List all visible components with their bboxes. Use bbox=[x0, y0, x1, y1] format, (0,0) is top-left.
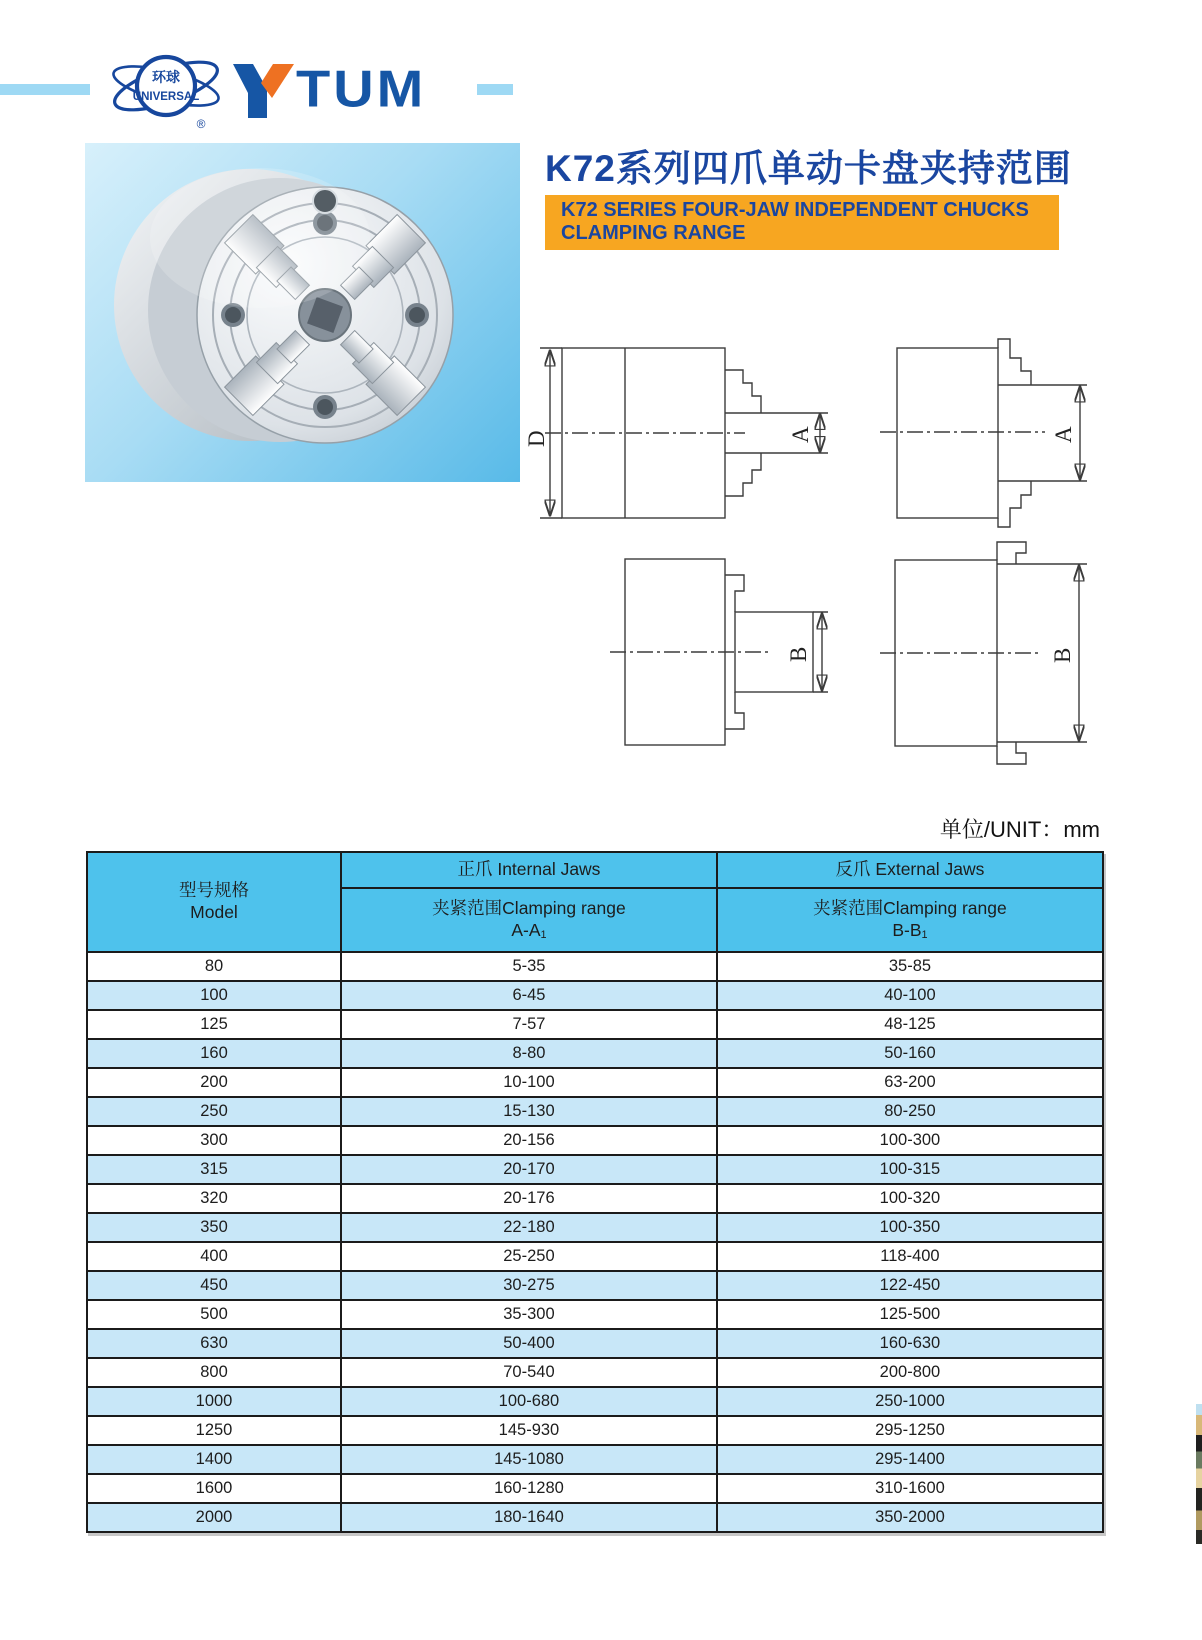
table-row bbox=[87, 1358, 1103, 1387]
cell-internal: 160-1280 bbox=[341, 1474, 717, 1503]
cell-internal: 20-170 bbox=[341, 1155, 717, 1184]
cell-external: 250-1000 bbox=[717, 1387, 1103, 1416]
registered-mark: ® bbox=[196, 117, 206, 131]
cell-model: 1400 bbox=[87, 1445, 341, 1474]
cell-model: 630 bbox=[87, 1329, 341, 1358]
spec-table bbox=[86, 851, 1104, 1533]
cell-model: 80 bbox=[87, 952, 341, 981]
model-column-header bbox=[87, 852, 341, 952]
table-row bbox=[87, 952, 1103, 981]
cell-internal: 35-300 bbox=[341, 1300, 717, 1329]
table-row bbox=[87, 1242, 1103, 1271]
range-a-label: A-A bbox=[511, 919, 541, 940]
cell-model: 160 bbox=[87, 1039, 341, 1068]
cell-external: 295-1250 bbox=[717, 1416, 1103, 1445]
cell-internal: 30-275 bbox=[341, 1271, 717, 1300]
table-row bbox=[87, 1126, 1103, 1155]
cell-external: 122-450 bbox=[717, 1271, 1103, 1300]
cell-external: 63-200 bbox=[717, 1068, 1103, 1097]
cell-internal: 180-1640 bbox=[341, 1503, 717, 1532]
cell-internal: 25-250 bbox=[341, 1242, 717, 1271]
cell-internal: 145-1080 bbox=[341, 1445, 717, 1474]
external-range-label: 夹紧范围Clamping range bbox=[813, 897, 1007, 918]
table-row bbox=[87, 1416, 1103, 1445]
cell-internal: 5-35 bbox=[341, 952, 717, 981]
range-b-subscript: 1 bbox=[921, 928, 928, 941]
cell-internal: 70-540 bbox=[341, 1358, 717, 1387]
logo-text-cn: 环球 bbox=[152, 69, 180, 85]
internal-range-header bbox=[341, 888, 717, 952]
title-en-line2: CLAMPING RANGE bbox=[561, 222, 746, 244]
external-range-header bbox=[717, 888, 1103, 952]
logo-text-universal: UNIVERSAL bbox=[132, 91, 200, 103]
cell-internal: 100-680 bbox=[341, 1387, 717, 1416]
cell-external: 80-250 bbox=[717, 1097, 1103, 1126]
table-row bbox=[87, 1010, 1103, 1039]
diagram-external-ring bbox=[880, 542, 1087, 764]
dimension-label-d: D bbox=[524, 430, 549, 447]
model-header-en: Model bbox=[190, 902, 238, 922]
cell-model: 2000 bbox=[87, 1503, 341, 1532]
table-row bbox=[87, 1068, 1103, 1097]
table-row bbox=[87, 1445, 1103, 1474]
model-header-cn: 型号规格 bbox=[179, 880, 249, 901]
cell-internal: 15-130 bbox=[341, 1097, 717, 1126]
cell-internal: 50-400 bbox=[341, 1329, 717, 1358]
cell-model: 500 bbox=[87, 1300, 341, 1329]
cell-external: 48-125 bbox=[717, 1010, 1103, 1039]
cell-model: 1000 bbox=[87, 1387, 341, 1416]
table-row bbox=[87, 1387, 1103, 1416]
cell-internal: 20-156 bbox=[341, 1126, 717, 1155]
cell-external: 100-320 bbox=[717, 1184, 1103, 1213]
table-row bbox=[87, 1155, 1103, 1184]
scan-edge-artifact bbox=[1196, 1404, 1202, 1544]
cell-external: 100-300 bbox=[717, 1126, 1103, 1155]
cell-internal: 22-180 bbox=[341, 1213, 717, 1242]
table-row bbox=[87, 1039, 1103, 1068]
cell-model: 400 bbox=[87, 1242, 341, 1271]
spec-table-container bbox=[86, 851, 1104, 1533]
unit-note: 单位/UNIT：mm bbox=[939, 817, 1100, 842]
ytum-wordmark bbox=[232, 58, 426, 120]
diagram-external-bar bbox=[880, 339, 1087, 527]
cell-model: 315 bbox=[87, 1155, 341, 1184]
ytum-y-icon bbox=[232, 60, 294, 118]
cell-model: 200 bbox=[87, 1068, 341, 1097]
cell-internal: 10-100 bbox=[341, 1068, 717, 1097]
table-row bbox=[87, 1503, 1103, 1532]
page-title: K72系列四爪单动卡盘夹持范围 bbox=[545, 148, 1072, 189]
dimension-label-b1: B bbox=[786, 646, 811, 662]
dimension-label-a2: A bbox=[1051, 426, 1076, 443]
cell-external: 40-100 bbox=[717, 981, 1103, 1010]
title-en-line1: K72 SERIES FOUR-JAW INDEPENDENT CHUCKS bbox=[561, 199, 1029, 221]
cell-external: 35-85 bbox=[717, 952, 1103, 981]
cell-internal: 20-176 bbox=[341, 1184, 717, 1213]
table-row bbox=[87, 1184, 1103, 1213]
cell-model: 300 bbox=[87, 1126, 341, 1155]
cell-external: 295-1400 bbox=[717, 1445, 1103, 1474]
cell-model: 450 bbox=[87, 1271, 341, 1300]
universal-logo bbox=[108, 44, 226, 136]
cell-model: 320 bbox=[87, 1184, 341, 1213]
table-row bbox=[87, 1474, 1103, 1503]
range-b-label: B-B bbox=[892, 919, 922, 940]
product-photo bbox=[85, 143, 520, 482]
header-divider-right bbox=[477, 84, 513, 95]
dimension-label-a1: A bbox=[788, 426, 813, 443]
dimension-label-b2: B bbox=[1050, 647, 1075, 663]
cell-model: 125 bbox=[87, 1010, 341, 1039]
header-divider-left bbox=[0, 84, 90, 95]
globe-orbit-icon bbox=[109, 52, 222, 119]
spec-table-body bbox=[87, 952, 1103, 1532]
clamping-diagrams bbox=[524, 325, 1100, 760]
cell-model: 800 bbox=[87, 1358, 341, 1387]
cell-model: 350 bbox=[87, 1213, 341, 1242]
ytum-letters: TUM bbox=[296, 59, 427, 118]
cell-external: 160-630 bbox=[717, 1329, 1103, 1358]
cell-external: 50-160 bbox=[717, 1039, 1103, 1068]
chuck-image bbox=[85, 143, 520, 482]
cell-external: 100-315 bbox=[717, 1155, 1103, 1184]
range-a-subscript: 1 bbox=[540, 928, 547, 941]
cell-external: 310-1600 bbox=[717, 1474, 1103, 1503]
cell-model: 1600 bbox=[87, 1474, 341, 1503]
internal-range-label: 夹紧范围Clamping range bbox=[432, 897, 626, 918]
cell-internal: 6-45 bbox=[341, 981, 717, 1010]
internal-jaws-header: 正爪 Internal Jaws bbox=[341, 852, 717, 888]
cell-internal: 7-57 bbox=[341, 1010, 717, 1039]
table-row bbox=[87, 1329, 1103, 1358]
cell-internal: 145-930 bbox=[341, 1416, 717, 1445]
cell-external: 100-350 bbox=[717, 1213, 1103, 1242]
table-row bbox=[87, 1213, 1103, 1242]
table-row bbox=[87, 1271, 1103, 1300]
external-jaws-header: 反爪 External Jaws bbox=[717, 852, 1103, 888]
table-row bbox=[87, 981, 1103, 1010]
cell-external: 200-800 bbox=[717, 1358, 1103, 1387]
cell-external: 350-2000 bbox=[717, 1503, 1103, 1532]
cell-model: 250 bbox=[87, 1097, 341, 1126]
cell-external: 118-400 bbox=[717, 1242, 1103, 1271]
table-row bbox=[87, 1097, 1103, 1126]
cell-external: 125-500 bbox=[717, 1300, 1103, 1329]
cell-model: 100 bbox=[87, 981, 341, 1010]
cell-model: 1250 bbox=[87, 1416, 341, 1445]
diagram-internal-ring bbox=[610, 559, 828, 745]
title-banner bbox=[545, 195, 1059, 250]
diagram-internal-bar bbox=[524, 348, 828, 518]
table-row bbox=[87, 1300, 1103, 1329]
cell-internal: 8-80 bbox=[341, 1039, 717, 1068]
